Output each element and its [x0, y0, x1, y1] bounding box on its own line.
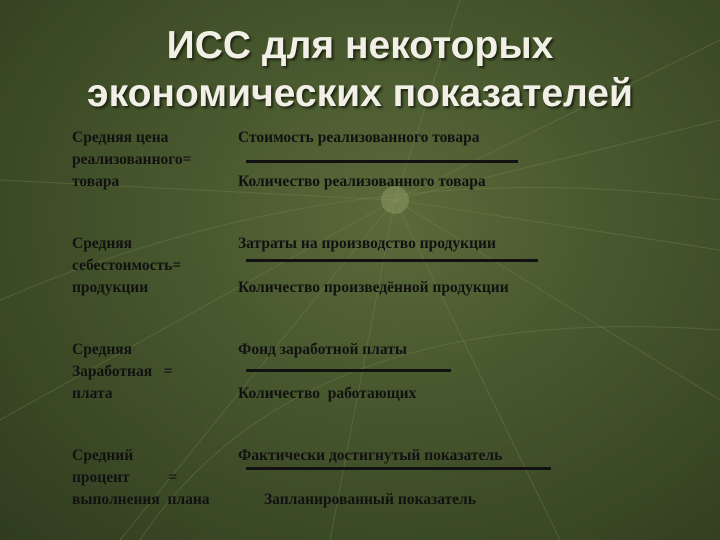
formula-2-label-line-3: продукции — [72, 279, 149, 296]
formula-2-label-line-2: себестоимость= — [72, 257, 182, 274]
formula-4-denominator: Запланированный показатель — [264, 491, 476, 508]
formula-2-fraction-line — [246, 259, 538, 262]
formula-1-fraction-line — [246, 160, 518, 163]
formula-1-denominator: Количество реализованного товара — [238, 173, 486, 190]
formula-1-numerator: Стоимость реализованного товара — [238, 129, 480, 146]
formula-2-numerator: Затраты на производство продукции — [238, 235, 496, 252]
formula-4-label-line-1: Средний — [72, 447, 134, 464]
formula-4-label-line-2: процент = — [72, 469, 178, 486]
formula-3-numerator: Фонд заработной платы — [238, 341, 407, 358]
formula-3-label-line-3: плата — [72, 385, 113, 402]
formula-2-label-line-1: Средняя — [72, 235, 133, 252]
formula-3-label-line-2: Заработная = — [72, 363, 173, 380]
formula-3-denominator: Количество работающих — [238, 385, 417, 402]
title-line-2: экономических показателей — [87, 72, 633, 115]
formula-3-label-line-1: Средняя — [72, 341, 133, 358]
formula-2-denominator: Количество произведённой продукции — [238, 279, 509, 296]
formula-1-label-line-3: товара — [72, 173, 120, 190]
formula-4-numerator: Фактически достигнутый показатель — [238, 447, 503, 464]
formula-1-label-line-1: Средняя цена — [72, 129, 169, 146]
formula-4-label-line-3: выполнения плана — [72, 491, 210, 508]
formula-4-fraction-line — [246, 467, 551, 470]
title-line-1: ИСС для некоторых — [166, 24, 554, 67]
slide-title — [0, 22, 720, 118]
formula-1-label-line-2: реализованного= — [72, 151, 192, 168]
formula-3-fraction-line — [246, 369, 451, 372]
